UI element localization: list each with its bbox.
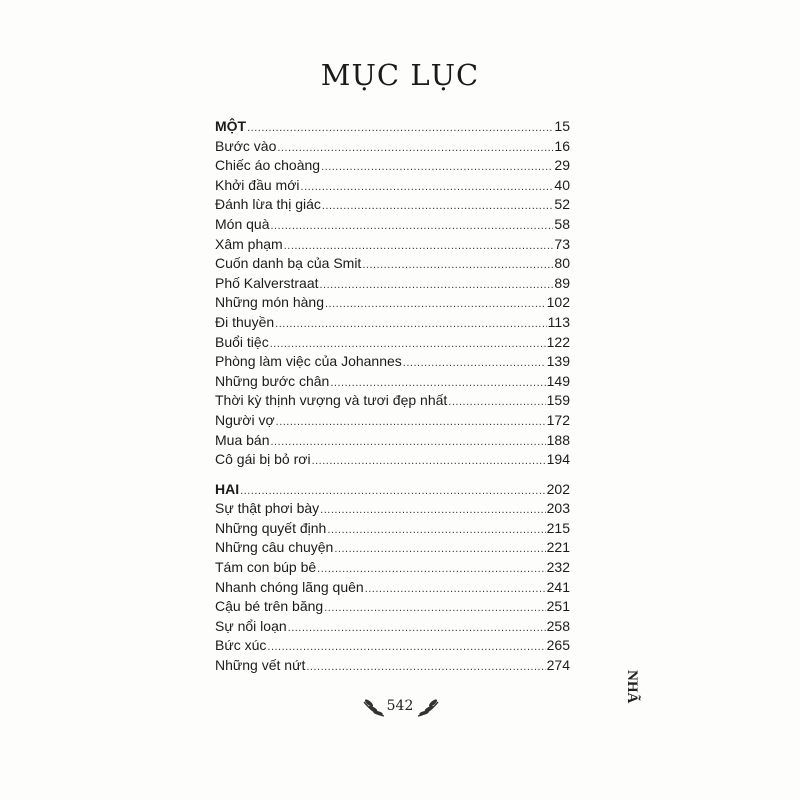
- toc-leader-dots: [321, 161, 553, 173]
- toc-entry-page: 73: [554, 235, 570, 252]
- toc-entry-label: Sự nổi loạn: [215, 617, 287, 634]
- toc-entry-page: 102: [546, 294, 570, 311]
- toc-entry-label: Sự thật phơi bày: [215, 500, 320, 517]
- toc-leader-dots: [448, 396, 545, 408]
- toc-entry-label: Những quyết định: [215, 519, 327, 536]
- toc-part-heading: [215, 118, 570, 138]
- toc-entry-label: Đánh lừa thị giác: [215, 196, 321, 213]
- toc-leader-dots: [284, 240, 554, 252]
- toc-entry-label: Cô gái bị bỏ rơi: [215, 451, 311, 468]
- toc-leader-dots: [322, 200, 554, 212]
- toc-entry-label: Thời kỳ thịnh vượng và tươi đẹp nhất: [215, 392, 448, 409]
- toc-entry: [215, 559, 570, 579]
- toc-leader-dots: [317, 563, 545, 575]
- toc-entry-page: 215: [546, 519, 570, 536]
- page-number: 542: [386, 698, 414, 714]
- toc-entry: [215, 637, 570, 657]
- toc-entry-label: Bước vào: [215, 137, 277, 154]
- toc-leader-dots: [270, 220, 553, 232]
- toc-entry-page: 149: [546, 372, 570, 389]
- toc-entry-page: 203: [546, 500, 570, 517]
- toc-part-heading: [215, 481, 570, 501]
- toc-entry-label: Phòng làm việc của Johannes: [215, 353, 402, 370]
- toc-entry-page: 251: [546, 598, 570, 615]
- toc-entry: [215, 598, 570, 618]
- toc-entry: [215, 618, 570, 638]
- toc-entry: [215, 294, 570, 314]
- toc-entry-label: Chiếc áo choàng: [215, 157, 321, 174]
- toc-entry-label: Người vợ: [215, 411, 275, 428]
- toc-entry: [215, 353, 570, 373]
- toc-entry: [215, 196, 570, 216]
- toc-entry-page: 29: [554, 157, 570, 174]
- toc-leader-dots: [403, 357, 546, 369]
- toc-entry-page: 159: [546, 392, 570, 409]
- toc-entry-page: 139: [546, 353, 570, 370]
- toc-entry: [215, 275, 570, 295]
- page-title: MỤC LỤC: [320, 58, 480, 92]
- toc-entry: [215, 138, 570, 158]
- toc-entry: [215, 657, 570, 677]
- toc-entry-label: Món quà: [215, 215, 270, 232]
- toc-entry-label: Cậu bé trên băng: [215, 598, 324, 615]
- toc-entry-label: Nhanh chóng lãng quên: [215, 578, 364, 595]
- toc-leader-dots: [312, 455, 546, 467]
- toc-entry-page: 241: [546, 578, 570, 595]
- toc-entry-page: 113: [547, 313, 570, 330]
- toc-entry: [215, 255, 570, 275]
- toc-entry-page: 80: [554, 255, 570, 272]
- toc-entry: [215, 500, 570, 520]
- toc-leader-dots: [270, 338, 546, 350]
- toc-leader-dots: [320, 279, 554, 291]
- toc-entry: [215, 579, 570, 599]
- toc-entry-page: 188: [546, 431, 570, 448]
- toc-leader-dots: [362, 259, 553, 271]
- toc-entry-page: 194: [546, 451, 570, 468]
- toc-leader-dots: [365, 583, 546, 595]
- toc-entry-page: 58: [554, 215, 570, 232]
- toc-leader-dots: [276, 416, 546, 428]
- toc-entry-label: Đi thuyền: [215, 313, 275, 330]
- toc-entry: [215, 539, 570, 559]
- toc-entry-page: 122: [546, 333, 570, 350]
- toc-leader-dots: [277, 142, 553, 154]
- toc-entry-page: 265: [546, 637, 570, 654]
- toc-entry-label: Những món hàng: [215, 294, 324, 311]
- toc-entry-label: Phố Kalverstraat: [215, 274, 319, 291]
- toc-entry: [215, 314, 570, 334]
- toc-entry: [215, 451, 570, 471]
- toc-entry-label: Những vết nứt: [215, 657, 306, 674]
- toc-leader-dots: [267, 641, 545, 653]
- toc-entry-page: 172: [546, 411, 570, 428]
- toc-entry: [215, 157, 570, 177]
- toc-leader-dots: [325, 298, 546, 310]
- table-of-contents: [215, 118, 570, 677]
- toc-leader-dots: [327, 524, 545, 536]
- toc-entry-label: HAI: [215, 480, 240, 497]
- toc-entry-page: 89: [554, 274, 570, 291]
- toc-leader-dots: [306, 661, 545, 673]
- toc-entry: [215, 216, 570, 236]
- toc-entry: [215, 432, 570, 452]
- toc-entry-label: Tám con búp bê: [215, 559, 317, 576]
- toc-leader-dots: [247, 122, 553, 134]
- toc-entry-label: Buổi tiệc: [215, 333, 269, 350]
- publisher-spine-mark: NHÃ: [624, 670, 640, 704]
- toc-entry: [215, 177, 570, 197]
- toc-leader-dots: [334, 543, 545, 555]
- toc-entry-page: 202: [546, 480, 570, 497]
- toc-entry: [215, 373, 570, 393]
- toc-entry-page: 221: [546, 539, 570, 556]
- toc-leader-dots: [240, 485, 546, 497]
- toc-entry: [215, 412, 570, 432]
- page-folio: [350, 694, 450, 724]
- toc-entry-label: MỘT: [215, 118, 247, 134]
- toc-leader-dots: [330, 377, 545, 389]
- toc-leader-dots: [320, 504, 545, 516]
- toc-entry: [215, 392, 570, 412]
- toc-leader-dots: [275, 318, 547, 330]
- right-laurel-icon: [416, 694, 442, 722]
- toc-entry-page: 274: [546, 657, 570, 674]
- toc-leader-dots: [324, 602, 545, 614]
- toc-entry: [215, 334, 570, 354]
- toc-entry-page: 232: [546, 559, 570, 576]
- toc-entry: [215, 236, 570, 256]
- toc-entry-label: Xâm phạm: [215, 235, 283, 252]
- toc-entry-page: 40: [554, 176, 570, 193]
- toc-leader-dots: [288, 622, 546, 634]
- toc-entry-label: Khởi đầu mới: [215, 176, 300, 193]
- toc-leader-dots: [301, 181, 554, 193]
- toc-entry-page: 52: [554, 196, 570, 213]
- toc-leader-dots: [270, 436, 545, 448]
- toc-entry-label: Cuốn danh bạ của Smit: [215, 255, 362, 272]
- toc-entry-page: 15: [554, 118, 570, 134]
- toc-entry-label: Những câu chuyện: [215, 539, 334, 556]
- toc-entry: [215, 520, 570, 540]
- toc-entry-label: Bức xúc: [215, 637, 267, 654]
- toc-entry-label: Mua bán: [215, 431, 270, 448]
- toc-entry-label: Những bước chân: [215, 372, 330, 389]
- toc-entry-page: 16: [554, 137, 570, 154]
- toc-entry-page: 258: [546, 617, 570, 634]
